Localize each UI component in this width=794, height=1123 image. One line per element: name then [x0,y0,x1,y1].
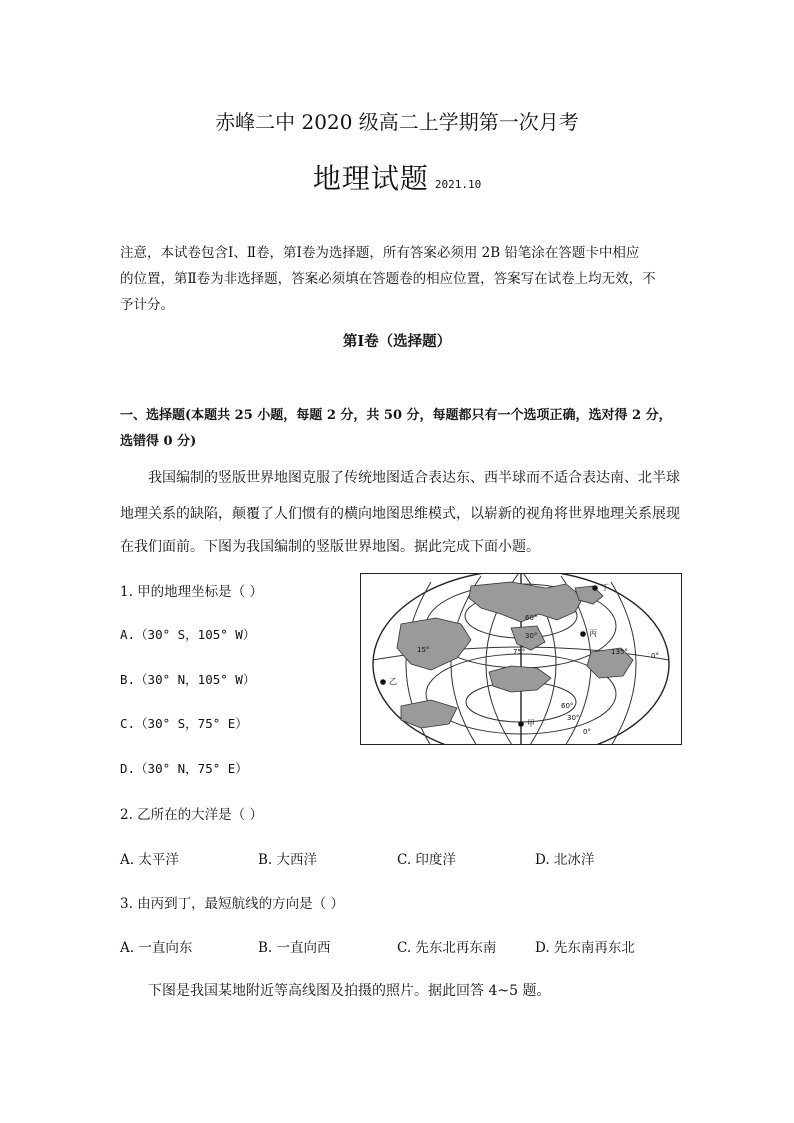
question-stem: 2. 乙所在的大洋是（ ） [120,807,263,823]
passage-line: 下图是我国某地附近等高线图及拍摄的照片。据此回答 4~5 题。 [148,983,551,999]
map-label-lon-75: 75° [513,648,526,656]
map-label-bing: 丙 [589,629,597,638]
question-option: A.（30° S，105° W） [120,627,256,642]
notice-line: 予计分。 [120,297,174,313]
question-stem: 1. 甲的地理坐标是（ ） [120,584,263,600]
section-heading-line: 选错得 0 分) [120,434,197,449]
marker-ding [592,585,598,591]
section-heading-line: 一、选择题(本题共 25 小题，每题 2 分，共 50 分，每题都只有一个选项正确，选对得 2 分， [120,408,672,423]
map-label-lat-60n: 60° [525,614,538,622]
marker-jia [518,721,524,727]
map-label-lat-0: 0° [651,652,659,660]
world-map-svg [361,574,682,745]
question-stem: 3. 由丙到丁，最短航线的方向是（ ） [120,896,344,912]
map-label-lat-30s: 30° [567,714,580,722]
exam-date: 2021.10 [434,178,482,191]
subject-title-row [0,157,794,197]
passage-line: 在我们面前。下图为我国编制的竖版世界地图。据此完成下面小题。 [120,539,540,555]
landmass-antarctica [489,666,551,692]
passage-line: 我国编制的竖版世界地图克服了传统地图适合表达东、西半球而不适合表达南、北半球 [148,470,680,486]
map-label-lat-60s: 60° [561,702,574,710]
question-option: D. 北冰洋 [535,852,595,868]
map-label-ding: 丁 [601,583,609,592]
question-option: D.（30° N，75° E） [120,761,248,776]
map-label-yi: 乙 [389,677,397,686]
question-option: B.（30° N，105° W） [120,672,256,687]
passage-line: 地理关系的缺陷，颠覆了人们惯有的横向地图思维模式，以崭新的视角将世界地理关系展现 [120,506,680,522]
marker-yi [380,679,386,685]
notice-line: 的位置，第Ⅱ卷为非选择题，答案必须填在答题卷的相应位置，答案写在试卷上均无效，不 [120,271,656,287]
question-option: A. 太平洋 [120,852,179,868]
question-option: A. 一直向东 [120,940,193,956]
part-heading: 第Ⅰ卷（选择题） [342,333,452,350]
question-option: C. 先东北再东南 [397,940,497,956]
marker-bing [580,631,586,637]
map-label-jia: 甲 [527,719,535,728]
map-label-lon-15: 15° [417,646,430,654]
question-option: B. 一直向西 [258,940,331,956]
map-label-lat-0s: 0° [583,728,591,736]
map-label-lat-30n: 30° [525,632,538,640]
question-option: D. 先东南再东北 [535,940,635,956]
map-label-lon-135: 135° [611,648,628,656]
notice-line: 注意，本试卷包含Ⅰ、Ⅱ卷，第Ⅰ卷为选择题，所有答案必须用 2B 铅笔涂在答题卡中相应 [120,245,640,261]
subject-title: 地理试题 [312,162,429,195]
question-option: B. 大西洋 [258,852,318,868]
exam-title: 赤峰二中 2020 级高二上学期第一次月考 [215,110,579,134]
landmass-south-america [401,700,457,728]
question-option: C. 印度洋 [397,852,456,868]
landmass-africa [397,618,471,670]
question-option: C.（30° S，75° E） [120,716,248,731]
world-map-figure [360,573,682,745]
